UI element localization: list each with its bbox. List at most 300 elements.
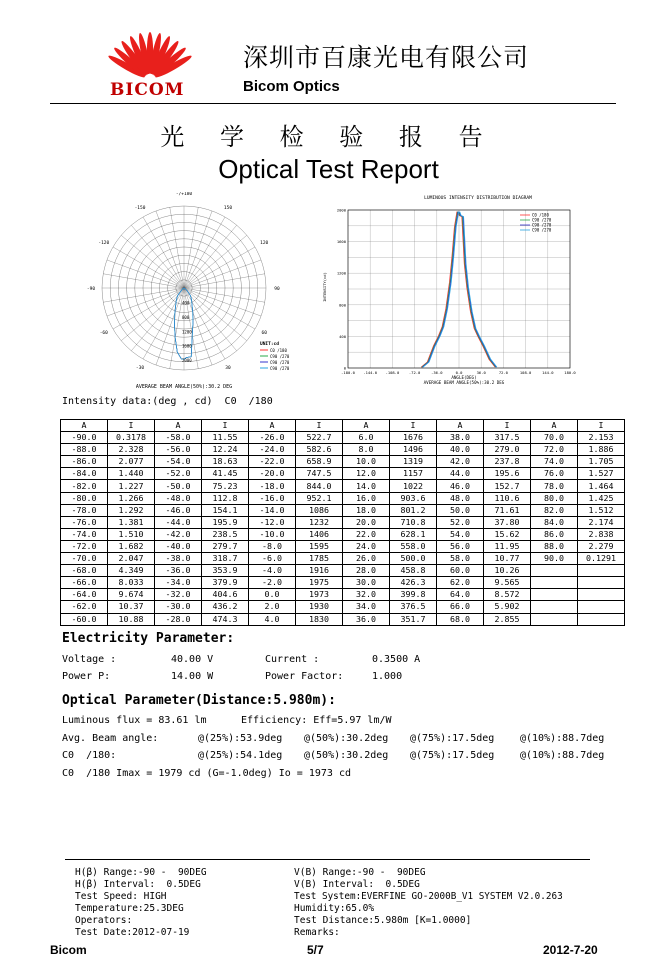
table-cell: 903.6 bbox=[390, 492, 437, 504]
header-divider bbox=[50, 103, 616, 104]
table-cell: 10.77 bbox=[484, 553, 531, 565]
table-cell: 1.381 bbox=[108, 516, 155, 528]
table-cell: 1.292 bbox=[108, 504, 155, 516]
table-cell: 1.886 bbox=[578, 444, 625, 456]
table-cell: 16.0 bbox=[343, 492, 390, 504]
table-cell: 1022 bbox=[390, 480, 437, 492]
table-cell: -20.0 bbox=[249, 468, 296, 480]
h-interval: H(β) Interval: 0.5DEG bbox=[75, 879, 201, 890]
x-tick-label: 0.0 bbox=[455, 370, 463, 375]
table-header-cell: A bbox=[343, 420, 390, 432]
v-range: V(B) Range:-90 - 90DEG bbox=[294, 867, 426, 878]
table-row bbox=[61, 468, 625, 480]
table-cell: 88.0 bbox=[531, 540, 578, 552]
table-cell: -2.0 bbox=[249, 577, 296, 589]
power-label: Power P: bbox=[62, 671, 111, 682]
table-cell: 1.512 bbox=[578, 504, 625, 516]
table-cell: 2.0 bbox=[249, 601, 296, 613]
table-cell: 64.0 bbox=[437, 589, 484, 601]
table-cell: 458.8 bbox=[390, 565, 437, 577]
chart-legend-item: C90 /270 bbox=[532, 217, 552, 223]
table-header-cell: A bbox=[531, 420, 578, 432]
table-cell: 658.9 bbox=[296, 456, 343, 468]
polar-spoke bbox=[184, 235, 247, 288]
table-cell: 318.7 bbox=[202, 553, 249, 565]
table-cell: 70.0 bbox=[531, 432, 578, 444]
voltage-value: 40.00 V bbox=[171, 654, 214, 665]
table-cell: 11.95 bbox=[484, 540, 531, 552]
table-cell: 2.328 bbox=[108, 444, 155, 456]
power-value: 14.00 W bbox=[171, 671, 214, 682]
table-cell: -52.0 bbox=[155, 468, 202, 480]
chart-ylabel: INTENSITY(cd) bbox=[322, 272, 327, 302]
table-cell: 2.838 bbox=[578, 528, 625, 540]
table-row bbox=[61, 613, 625, 625]
table-cell bbox=[578, 601, 625, 613]
test-system: Test System:EVERFINE GO-2000B_V1 SYSTEM V2.0.263 bbox=[294, 891, 563, 902]
table-header-cell: I bbox=[578, 420, 625, 432]
logo-fan-graphic bbox=[100, 30, 200, 82]
table-cell: 10.37 bbox=[108, 601, 155, 613]
table-cell: 76.0 bbox=[531, 468, 578, 480]
table-cell: 90.0 bbox=[531, 553, 578, 565]
table-cell: 1.425 bbox=[578, 492, 625, 504]
y-tick-label: 2000 bbox=[336, 207, 346, 213]
polar-angle-label: -90 bbox=[86, 287, 96, 292]
company-name-cn: 深圳市百康光电有限公司 bbox=[243, 43, 530, 72]
table-cell: 38.0 bbox=[437, 432, 484, 444]
table-cell: 0.0 bbox=[249, 589, 296, 601]
table-cell: -40.0 bbox=[155, 540, 202, 552]
test-speed: Test Speed: HIGH bbox=[75, 891, 167, 902]
table-header-cell: I bbox=[108, 420, 155, 432]
polar-legend-title: UNIT:cd bbox=[260, 342, 279, 347]
table-cell: -84.0 bbox=[61, 468, 108, 480]
polar-spoke bbox=[184, 288, 247, 341]
table-cell: 54.0 bbox=[437, 528, 484, 540]
table-cell: 1595 bbox=[296, 540, 343, 552]
table-header-cell: I bbox=[390, 420, 437, 432]
table-cell: 80.0 bbox=[531, 492, 578, 504]
table-cell: 154.1 bbox=[202, 504, 249, 516]
table-header-cell: I bbox=[296, 420, 343, 432]
table-cell: 60.0 bbox=[437, 565, 484, 577]
table-cell: -46.0 bbox=[155, 504, 202, 516]
table-row bbox=[61, 589, 625, 601]
table-cell: -34.0 bbox=[155, 577, 202, 589]
table-cell: 500.0 bbox=[390, 553, 437, 565]
table-cell: 952.1 bbox=[296, 492, 343, 504]
c0-beam-75: @(75%):17.5deg bbox=[410, 750, 495, 761]
table-cell: -24.0 bbox=[249, 444, 296, 456]
table-cell: 195.9 bbox=[202, 516, 249, 528]
table-cell: -86.0 bbox=[61, 456, 108, 468]
table-cell: 14.0 bbox=[343, 480, 390, 492]
x-tick-label: 144.0 bbox=[542, 370, 554, 375]
table-cell: 474.3 bbox=[202, 613, 249, 625]
table-cell: 5.902 bbox=[484, 601, 531, 613]
table-cell: 15.62 bbox=[484, 528, 531, 540]
imax-line: C0 /180 Imax = 1979 cd (G=-1.0deg) Io = 1973 cd bbox=[62, 768, 351, 779]
table-cell: -80.0 bbox=[61, 492, 108, 504]
power-factor-label: Power Factor: bbox=[265, 671, 344, 682]
table-row bbox=[61, 516, 625, 528]
table-row bbox=[61, 432, 625, 444]
polar-legend-item: C90 /270 bbox=[270, 360, 290, 365]
optical-heading: Optical Parameter(Distance:5.980m): bbox=[62, 693, 336, 708]
table-cell: 1.266 bbox=[108, 492, 155, 504]
y-tick-label: 400 bbox=[339, 333, 346, 339]
humidity: Humidity:65.0% bbox=[294, 903, 375, 914]
table-row bbox=[61, 444, 625, 456]
table-cell bbox=[531, 589, 578, 601]
table-cell: 10.0 bbox=[343, 456, 390, 468]
y-tick-label: 0 bbox=[343, 365, 346, 371]
footer-divider bbox=[65, 859, 590, 860]
x-tick-label: -180.0 bbox=[341, 370, 355, 375]
table-cell: 279.0 bbox=[484, 444, 531, 456]
table-cell: -76.0 bbox=[61, 516, 108, 528]
table-cell: 1975 bbox=[296, 577, 343, 589]
table-cell bbox=[531, 601, 578, 613]
table-row bbox=[61, 553, 625, 565]
table-cell: 1676 bbox=[390, 432, 437, 444]
table-cell: 2.279 bbox=[578, 540, 625, 552]
y-tick-label: 800 bbox=[339, 302, 346, 308]
table-cell: -56.0 bbox=[155, 444, 202, 456]
table-cell: -30.0 bbox=[155, 601, 202, 613]
test-distance: Test Distance:5.980m [K=1.0000] bbox=[294, 915, 472, 926]
table-cell: 50.0 bbox=[437, 504, 484, 516]
table-cell: 37.80 bbox=[484, 516, 531, 528]
y-tick-label: 1600 bbox=[336, 239, 346, 245]
table-cell: 710.8 bbox=[390, 516, 437, 528]
polar-angle-label: 60 bbox=[261, 331, 267, 336]
table-cell: -70.0 bbox=[61, 553, 108, 565]
table-row bbox=[61, 456, 625, 468]
x-tick-label: -36.0 bbox=[431, 370, 443, 375]
table-cell: 18.0 bbox=[343, 504, 390, 516]
table-cell: -58.0 bbox=[155, 432, 202, 444]
table-cell: 72.0 bbox=[531, 444, 578, 456]
x-tick-label: 36.0 bbox=[476, 370, 486, 375]
avg-beam-75: @(75%):17.5deg bbox=[410, 733, 495, 744]
c0-beam-25: @(25%):54.1deg bbox=[198, 750, 283, 761]
table-cell: 58.0 bbox=[437, 553, 484, 565]
chart-legend-item: C90 /270 bbox=[532, 227, 552, 233]
table-cell: 18.63 bbox=[202, 456, 249, 468]
chart-grid bbox=[348, 210, 570, 368]
table-cell: -12.0 bbox=[249, 516, 296, 528]
page-number: 5/7 bbox=[307, 943, 324, 957]
x-tick-label: 72.0 bbox=[498, 370, 508, 375]
table-cell: 317.5 bbox=[484, 432, 531, 444]
table-header-cell: A bbox=[155, 420, 202, 432]
polar-angle-label: 90 bbox=[274, 287, 280, 292]
c0-beam-50: @(50%):30.2deg bbox=[304, 750, 389, 761]
table-cell: -64.0 bbox=[61, 589, 108, 601]
table-cell: 237.8 bbox=[484, 456, 531, 468]
table-cell: 1.682 bbox=[108, 540, 155, 552]
table-cell: -62.0 bbox=[61, 601, 108, 613]
y-tick-label: 1200 bbox=[336, 270, 346, 276]
temperature: Temperature:25.3DEG bbox=[75, 903, 184, 914]
x-tick-label: 108.0 bbox=[519, 370, 532, 375]
table-cell: -78.0 bbox=[61, 504, 108, 516]
avg-beam-25: @(25%):53.9deg bbox=[198, 733, 283, 744]
table-cell: 353.9 bbox=[202, 565, 249, 577]
table-cell bbox=[578, 577, 625, 589]
remarks: Remarks: bbox=[294, 927, 340, 938]
table-cell: 30.0 bbox=[343, 577, 390, 589]
table-cell: -38.0 bbox=[155, 553, 202, 565]
chart-legend-item: C0 /180 bbox=[532, 212, 549, 218]
table-cell: 1.440 bbox=[108, 468, 155, 480]
table-cell: 32.0 bbox=[343, 589, 390, 601]
avg-beam-10: @(10%):88.7deg bbox=[520, 733, 605, 744]
table-cell: 1086 bbox=[296, 504, 343, 516]
table-cell bbox=[531, 577, 578, 589]
current-label: Current : bbox=[265, 654, 320, 665]
table-cell: 48.0 bbox=[437, 492, 484, 504]
polar-spoke bbox=[184, 225, 237, 288]
intensity-data-label: Intensity data:(deg , cd) C0 /180 bbox=[62, 396, 273, 407]
avg-beam-angle-label: Avg. Beam angle: bbox=[62, 733, 159, 744]
polar-radial-label: 1600 bbox=[182, 343, 192, 349]
table-cell: 404.6 bbox=[202, 589, 249, 601]
table-cell: -54.0 bbox=[155, 456, 202, 468]
x-tick-label: 180.0 bbox=[564, 370, 576, 375]
table-cell bbox=[578, 589, 625, 601]
polar-radial-label: 1200 bbox=[182, 329, 192, 335]
chart-legend bbox=[520, 213, 552, 233]
table-header-cell: A bbox=[61, 420, 108, 432]
table-cell: 238.5 bbox=[202, 528, 249, 540]
table-cell: 376.5 bbox=[390, 601, 437, 613]
table-cell: -88.0 bbox=[61, 444, 108, 456]
table-cell: 110.6 bbox=[484, 492, 531, 504]
table-cell: 44.0 bbox=[437, 468, 484, 480]
table-cell: 1916 bbox=[296, 565, 343, 577]
x-tick-label: -72.0 bbox=[408, 370, 421, 375]
table-cell: -82.0 bbox=[61, 480, 108, 492]
table-cell: 1785 bbox=[296, 553, 343, 565]
polar-legend-item: C90 /270 bbox=[270, 354, 290, 359]
luminous-flux: Luminous flux = 83.61 lm bbox=[62, 715, 207, 726]
table-cell: -26.0 bbox=[249, 432, 296, 444]
table-cell: 628.1 bbox=[390, 528, 437, 540]
polar-legend-item: C0 /180 bbox=[270, 348, 287, 353]
intensity-table bbox=[60, 419, 625, 626]
logo-text: BICOM bbox=[110, 80, 185, 100]
table-cell: 22.0 bbox=[343, 528, 390, 540]
table-cell: 66.0 bbox=[437, 601, 484, 613]
polar-chart bbox=[62, 192, 322, 392]
table-row bbox=[61, 601, 625, 613]
polar-caption: AVERAGE BEAM ANGLE(50%):30.2 DEG bbox=[135, 384, 233, 390]
table-cell: 41.45 bbox=[202, 468, 249, 480]
table-cell: 68.0 bbox=[437, 613, 484, 625]
table-cell: 379.9 bbox=[202, 577, 249, 589]
table-cell: 399.8 bbox=[390, 589, 437, 601]
polar-angle-label: -60 bbox=[99, 331, 108, 336]
table-cell: 10.26 bbox=[484, 565, 531, 577]
efficiency: Efficiency: Eff=5.97 lm/W bbox=[241, 715, 392, 726]
table-cell: -74.0 bbox=[61, 528, 108, 540]
voltage-label: Voltage : bbox=[62, 654, 117, 665]
table-cell: 152.7 bbox=[484, 480, 531, 492]
table-cell: -14.0 bbox=[249, 504, 296, 516]
table-cell: 46.0 bbox=[437, 480, 484, 492]
table-cell: 582.6 bbox=[296, 444, 343, 456]
table-cell: 1930 bbox=[296, 601, 343, 613]
table-cell: 1.464 bbox=[578, 480, 625, 492]
chart-xlabel: ANGLE(DEG) bbox=[451, 375, 477, 380]
series-line bbox=[422, 212, 496, 367]
table-cell: 4.0 bbox=[249, 613, 296, 625]
table-cell: 71.61 bbox=[484, 504, 531, 516]
table-cell: -42.0 bbox=[155, 528, 202, 540]
table-cell: 1.527 bbox=[578, 468, 625, 480]
table-cell: 24.0 bbox=[343, 540, 390, 552]
x-tick-label: -144.0 bbox=[363, 370, 378, 375]
table-cell: 6.0 bbox=[343, 432, 390, 444]
polar-angle-label: -120 bbox=[98, 241, 110, 246]
table-cell: -22.0 bbox=[249, 456, 296, 468]
table-row bbox=[61, 480, 625, 492]
table-row bbox=[61, 504, 625, 516]
table-cell: -48.0 bbox=[155, 492, 202, 504]
table-cell: 8.0 bbox=[343, 444, 390, 456]
polar-radial-label: 800 bbox=[182, 314, 190, 320]
table-cell: 36.0 bbox=[343, 613, 390, 625]
table-cell: 82.0 bbox=[531, 504, 578, 516]
table-header-row bbox=[61, 420, 625, 432]
table-cell: 2.153 bbox=[578, 432, 625, 444]
polar-angle-label: -30 bbox=[135, 366, 145, 372]
table-cell: -4.0 bbox=[249, 565, 296, 577]
chart-title: LUMINOUS INTENSITY DISTRIBUTION DIAGRAM bbox=[424, 196, 532, 201]
cartesian-chart bbox=[318, 192, 613, 387]
polar-angle-label: -/+180 bbox=[175, 192, 193, 197]
series-line bbox=[422, 212, 496, 367]
table-cell: 86.0 bbox=[531, 528, 578, 540]
table-cell: 436.2 bbox=[202, 601, 249, 613]
table-cell: 844.0 bbox=[296, 480, 343, 492]
table-cell: 522.7 bbox=[296, 432, 343, 444]
table-cell: 11.55 bbox=[202, 432, 249, 444]
table-cell: 801.2 bbox=[390, 504, 437, 516]
table-cell: -72.0 bbox=[61, 540, 108, 552]
chart-legend-item: C90 /270 bbox=[532, 222, 552, 228]
polar-angle-label: 120 bbox=[260, 241, 269, 246]
polar-spoke bbox=[121, 235, 184, 288]
table-cell: 1.510 bbox=[108, 528, 155, 540]
table-cell: 2.855 bbox=[484, 613, 531, 625]
table-cell: -28.0 bbox=[155, 613, 202, 625]
table-cell: -50.0 bbox=[155, 480, 202, 492]
table-cell: -18.0 bbox=[249, 480, 296, 492]
polar-spoke bbox=[131, 225, 184, 288]
table-cell: 0.3178 bbox=[108, 432, 155, 444]
table-cell: -44.0 bbox=[155, 516, 202, 528]
series-line bbox=[421, 212, 495, 367]
table-cell bbox=[531, 565, 578, 577]
table-cell: -36.0 bbox=[155, 565, 202, 577]
table-cell bbox=[578, 613, 625, 625]
table-cell: -16.0 bbox=[249, 492, 296, 504]
table-cell: -8.0 bbox=[249, 540, 296, 552]
polar-radial-label: 400 bbox=[182, 300, 190, 306]
table-header-cell: A bbox=[249, 420, 296, 432]
table-cell: -66.0 bbox=[61, 577, 108, 589]
x-tick-label: -108.0 bbox=[385, 370, 400, 375]
table-cell: 1973 bbox=[296, 589, 343, 601]
table-row bbox=[61, 528, 625, 540]
polar-angle-label: 150 bbox=[223, 205, 233, 211]
company-name-en: Bicom Optics bbox=[243, 78, 340, 95]
chart-caption: AVERAGE BEAM ANGLE(50%):30.2 DEG bbox=[423, 380, 505, 385]
table-row bbox=[61, 492, 625, 504]
table-cell: -10.0 bbox=[249, 528, 296, 540]
table-cell: 20.0 bbox=[343, 516, 390, 528]
table-cell bbox=[531, 613, 578, 625]
report-title-en: Optical Test Report bbox=[218, 154, 439, 184]
table-cell: 1319 bbox=[390, 456, 437, 468]
table-cell: 1157 bbox=[390, 468, 437, 480]
polar-spoke bbox=[131, 288, 184, 351]
table-cell: 351.7 bbox=[390, 613, 437, 625]
table-cell: -90.0 bbox=[61, 432, 108, 444]
table-row bbox=[61, 565, 625, 577]
table-cell bbox=[578, 565, 625, 577]
polar-legend bbox=[260, 341, 290, 371]
table-cell: 84.0 bbox=[531, 516, 578, 528]
table-cell: 2.174 bbox=[578, 516, 625, 528]
table-cell: 2.047 bbox=[108, 553, 155, 565]
table-cell: 1406 bbox=[296, 528, 343, 540]
table-cell: 279.7 bbox=[202, 540, 249, 552]
table-cell: 10.88 bbox=[108, 613, 155, 625]
table-cell: 426.3 bbox=[390, 577, 437, 589]
table-header-cell: A bbox=[437, 420, 484, 432]
table-cell: 1830 bbox=[296, 613, 343, 625]
table-row bbox=[61, 577, 625, 589]
chart-ticks bbox=[337, 208, 577, 376]
table-cell: 26.0 bbox=[343, 553, 390, 565]
table-cell: 8.572 bbox=[484, 589, 531, 601]
table-cell: 1232 bbox=[296, 516, 343, 528]
table-header-cell: I bbox=[484, 420, 531, 432]
table-cell: -60.0 bbox=[61, 613, 108, 625]
table-cell: 747.5 bbox=[296, 468, 343, 480]
table-cell: 558.0 bbox=[390, 540, 437, 552]
polar-angle-label: 30 bbox=[225, 366, 231, 372]
table-cell: -68.0 bbox=[61, 565, 108, 577]
table-cell: 4.349 bbox=[108, 565, 155, 577]
table-cell: 42.0 bbox=[437, 456, 484, 468]
table-cell: 52.0 bbox=[437, 516, 484, 528]
table-cell: 62.0 bbox=[437, 577, 484, 589]
table-cell: 195.6 bbox=[484, 468, 531, 480]
table-cell: 74.0 bbox=[531, 456, 578, 468]
table-cell: 9.565 bbox=[484, 577, 531, 589]
page-footer-company: Bicom bbox=[50, 943, 87, 957]
table-cell: 1.227 bbox=[108, 480, 155, 492]
table-cell: 0.1291 bbox=[578, 553, 625, 565]
page-footer-date: 2012-7-20 bbox=[543, 943, 598, 957]
table-cell: 28.0 bbox=[343, 565, 390, 577]
